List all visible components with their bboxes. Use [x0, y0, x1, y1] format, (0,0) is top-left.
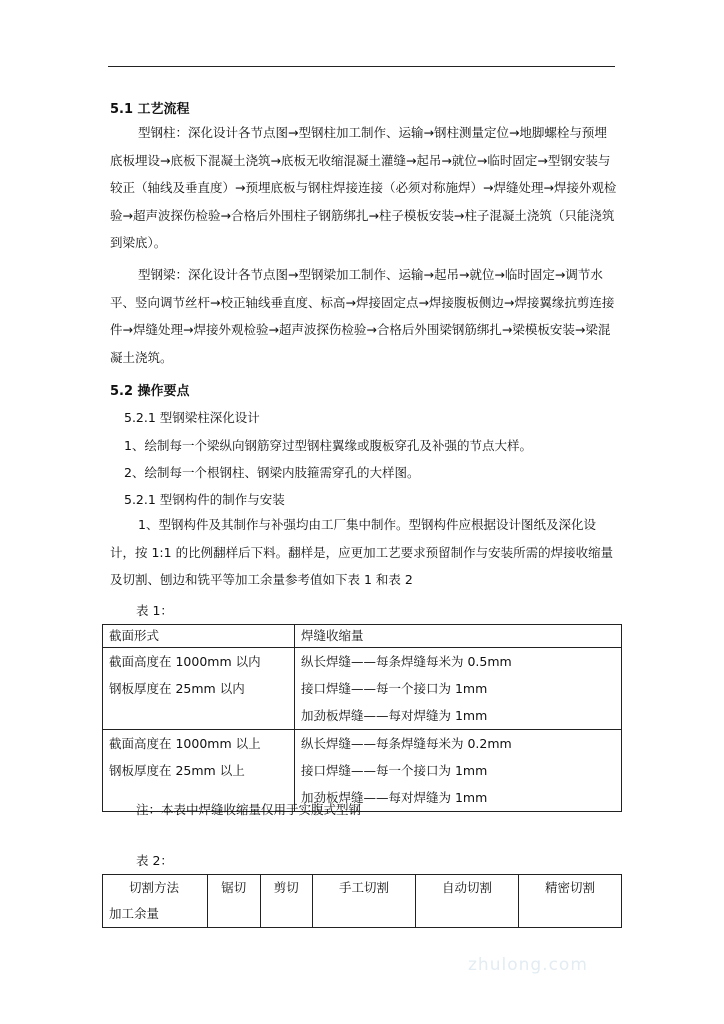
corner-cutting-method: 切割方法: [129, 880, 180, 895]
table-1-note: 注：本表中焊缝收缩量仅用于实腹式型钢: [136, 802, 362, 817]
joint-weld-value: 接口焊缝——每一个接口为 1mm: [301, 763, 488, 778]
section-height-cell: 截面高度在 1000mm 以上: [109, 736, 261, 751]
machining-allowance-table: [102, 874, 622, 928]
weld-shrinkage-table: [102, 624, 622, 812]
longitudinal-weld-value: 纵长焊缝——每条焊缝每米为 0.2mm: [301, 736, 512, 751]
method-shear: 剪切: [260, 875, 313, 928]
table-row: [103, 648, 622, 730]
subsection-deepening-design: 5.2.1 型钢梁柱深化设计: [124, 410, 260, 425]
watermark: zhulong.com: [468, 955, 588, 975]
corner-header: [103, 875, 208, 928]
section-height-cell: 截面高度在 1000mm 以内: [109, 654, 261, 669]
joint-weld-value: 接口焊缝——每一个接口为 1mm: [301, 681, 488, 696]
table-1-caption: 表 1：: [136, 603, 173, 618]
plate-thickness-cell: 钢板厚度在 25mm 以上: [109, 763, 245, 778]
section-5-1-title: 5.1 工艺流程: [110, 102, 190, 117]
header-weld-shrinkage: 焊缝收缩量: [295, 625, 622, 648]
plate-thickness-cell: 钢板厚度在 25mm 以内: [109, 681, 245, 696]
method-automatic: 自动切割: [416, 875, 519, 928]
longitudinal-weld-value: 纵长焊缝——每条焊缝每米为 0.5mm: [301, 654, 512, 669]
fabrication-paragraph: 1、型钢构件及其制作与补强均由工厂集中制作。型钢构件应根据设计图纸及深化设计，按 1:1 的比例翻样后下料。翻样是，应更加工艺要求预留制作与安装所需的焊接收缩量及切割、刨边和铣平等加工余量参考值如下表 1 和表 2: [110, 517, 614, 587]
steel-beam-process-paragraph: 型钢梁：深化设计各节点图→型钢梁加工制作、运输→起吊→就位→临时固定→调节水平、竖向调节丝杆→校正轴线垂直度、标高→焊接固定点→焊接腹板侧边→焊接翼缘抗剪连接件→焊缝处理→焊接外观检验→超声波探伤检验→合格后外围梁钢筋绑扎→梁模板安装→梁混凝土浇筑。: [110, 267, 615, 365]
steel-column-process-paragraph: 型钢柱：深化设计各节点图→型钢柱加工制作、运输→钢柱测量定位→地脚螺栓与预埋底板埋设→底板下混凝土浇筑→底板无收缩混凝土灌缝→起吊→就位→临时固定→型钢安装与较正（轴线及垂直度）→预埋底板与钢柱焊接连接（必须对称施焊）→焊缝处理→焊接外观检验→超声波探伤检验→合格后外围柱子钢筋绑扎→柱子模板安装→柱子混凝土浇筑（只能浇筑到梁底）。: [110, 125, 617, 250]
subsection-fabrication: 5.2.1 型钢构件的制作与安装: [124, 492, 285, 507]
header-rule: [108, 66, 615, 67]
stiffener-weld-value: 加劲板焊缝——每对焊缝为 1mm: [301, 790, 488, 805]
table-2-caption: 表 2：: [136, 853, 173, 868]
section-5-2-title: 5.2 操作要点: [110, 384, 190, 399]
method-saw: 锯切: [208, 875, 261, 928]
item-1-drawing: 1、绘制每一个梁纵向钢筋穿过型钢柱翼缘或腹板穿孔及补强的节点大样。: [124, 438, 532, 453]
method-manual: 手工切割: [313, 875, 416, 928]
header-section-form: 截面形式: [103, 625, 295, 648]
stiffener-weld-value: 加劲板焊缝——每对焊缝为 1mm: [301, 708, 488, 723]
item-2-drawing: 2、绘制每一个根钢柱、钢梁内肢箍需穿孔的大样图。: [124, 465, 420, 480]
corner-machining-allowance: 加工余量: [109, 906, 160, 921]
method-precision: 精密切割: [519, 875, 622, 928]
